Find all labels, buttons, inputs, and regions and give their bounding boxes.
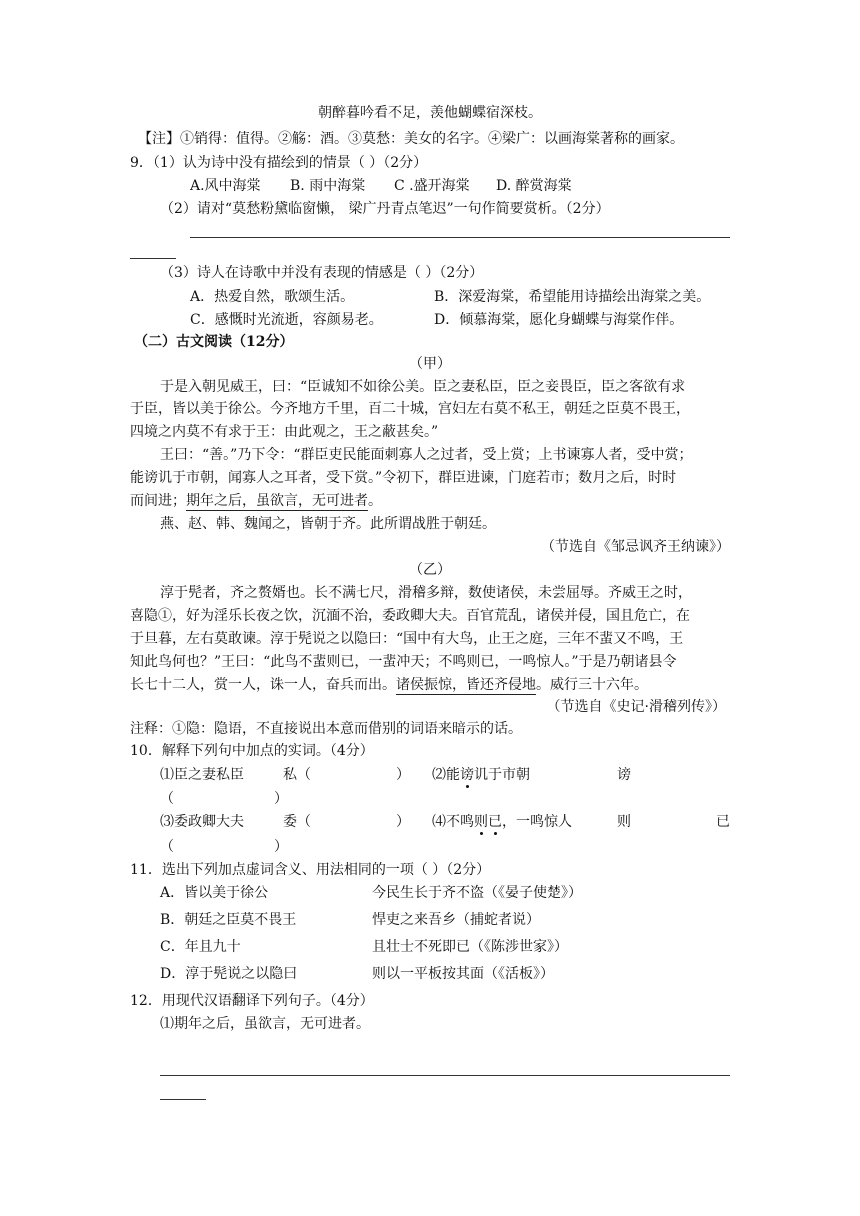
passage-a-line: 四境之内莫不有求于王：由此观之，王之蔽甚矣。” (130, 424, 439, 440)
annotation: 注释：①隐：隐语，不直接说出本意而借别的词语来暗示的话。 (130, 721, 522, 737)
q9-part3-option-b: B．深爱海棠，希望能用诗描绘出海棠之美。 (434, 289, 711, 305)
q9-part2: （2）请对“莫愁粉黛临窗懒， 梁广丹青点笔迟”一句作简要赏析。（2分） (160, 201, 610, 217)
q11-option-c-left: C．年且九十 (160, 939, 241, 955)
q11-option-b-left: B．朝廷之臣莫不畏王 (160, 912, 297, 928)
passage-b-line: 淳于髡者，齐之赘婿也。长不满七尺，滑稽多辩，数使诸侯，未尝屈辱。齐威王之时， (160, 585, 692, 601)
q12-title: 12．用现代汉语翻译下列句子。（4分） (130, 993, 374, 1009)
passage-b-text: 长七十二人，赏一人，诛一人，奋兵而出。 (130, 677, 396, 693)
q9-part3-option-c: C．感慨时光流逝，容颜易老。 (190, 312, 383, 328)
q9-part3-option-a: A．热爱自然，歌颂生活。 (190, 289, 355, 305)
q9-option-c: C .盛开海棠 (394, 178, 470, 194)
q10-item3-word: 委（ (283, 814, 311, 830)
q10-item4-open: （ (160, 839, 174, 855)
passage-b-label: （乙） (409, 562, 451, 578)
q10-item1: ⑴臣之妻私臣 (160, 767, 244, 783)
q9-part3-option-d: D．倾慕海棠，愿化身蝴蝶与海棠作伴。 (434, 312, 684, 328)
q11-title: 11．选出下列加点虚词含义、用法相同的一项（ ）（2分） (130, 862, 491, 878)
q12-item1: ⑴期年之后，虽欲言，无可进者。 (160, 1016, 370, 1032)
dotted-char: 谤 (460, 767, 474, 783)
q11-option-a-left: A．皆以美于徐公 (160, 885, 269, 901)
passage-b-source: （节选自《史记·滑稽列传》） (546, 699, 726, 715)
q10-item4-word2: 已 (716, 814, 730, 830)
underlined-sentence: 诸侯振惊，皆还齐侵地 (396, 677, 536, 693)
dotted-char: 则 (474, 814, 488, 830)
q10-item3: ⑶委政卿大夫 (160, 814, 244, 830)
q10-item2-word: 谤 (617, 767, 631, 783)
passage-b-line: 于旦暮，左右莫敢谏。淳于髡说之以隐曰：“国中有大鸟，止王之庭，三年不蜚又不鸣，王 (130, 631, 684, 647)
section-title: （二）古文阅读（12分） (134, 334, 294, 350)
q10-item4-word1: 则 (617, 814, 631, 830)
q11-option-b-right: 悍吏之来吾乡（捕蛇者说） (372, 912, 540, 928)
q10-item1-close: ） (396, 767, 410, 783)
passage-a-text: 而间进； (130, 493, 186, 509)
q9-option-d: D. 醉赏海棠 (496, 178, 572, 194)
q10-item1-word: 私（ (283, 767, 311, 783)
q11-option-d-left: D．淳于髡说之以隐曰 (160, 966, 298, 982)
answer-line (190, 237, 730, 238)
q9-part1: 9．（1）认为诗中没有描绘到的情景（ ）（2分） (130, 155, 428, 171)
passage-b-text: 。威行三十六年。 (536, 677, 648, 693)
passage-a-text: 。 (368, 493, 382, 509)
poem-last-line: 朝醉暮吟看不足，羡他蝴蝶宿深枝。 (318, 105, 542, 121)
underlined-sentence: 期年之后，虽欲言，无可进者 (186, 493, 368, 509)
q10-item4-close: ） (274, 839, 288, 855)
answer-line-short (160, 1099, 206, 1100)
q11-option-c-right: 且壮士不死即已（《陈涉世家》） (372, 939, 568, 955)
answer-line-short (130, 258, 176, 259)
passage-a-line: 王曰：“善。”乃下令：“群臣吏民能面刺寡人之过者，受上赏；上书谏寡人者，受中赏； (160, 447, 693, 463)
q10-title: 10．解释下列句中加点的实词。（4分） (130, 743, 374, 759)
q10-item2-close: ） (274, 791, 288, 807)
passage-a-source: （节选自《邹忌讽齐王纳谏》） (541, 539, 730, 555)
q9-option-a: A.风中海棠 (190, 178, 261, 194)
q10-item2-open: （ (160, 791, 174, 807)
passage-b-line: 喜隐①，好为淫乐长夜之饮，沉湎不治，委政卿大夫。百官荒乱，诸侯并侵，国且危亡，在 (130, 608, 690, 624)
passage-b-line-with-underline (130, 676, 648, 694)
q10-item3-close: ） (396, 814, 410, 830)
answer-line (160, 1075, 730, 1076)
dotted-char: 已 (488, 814, 502, 830)
poem-note: 【注】①销得：值得。②觞：酒。③莫愁：美女的名字。④梁广：以画海棠著称的画家。 (138, 131, 684, 147)
passage-a-line: 于是入朝见威王，曰：“臣诚知不如徐公美。臣之妻私臣，臣之妾畏臣，臣之客欲有求 (160, 379, 686, 395)
q9-option-b: B. 雨中海棠 (290, 178, 366, 194)
passage-a-label: （甲） (409, 356, 451, 372)
passage-a-line: 能谤讥于市朝，闻寡人之耳者，受下赏。”令初下，群臣进谏，门庭若市；数月之后，时时 (130, 470, 677, 486)
q10-item4: ⑷不鸣则已，一鸣惊人 (432, 814, 572, 830)
q11-option-d-right: 则以一平板按其面（《活板》） (372, 966, 554, 982)
passage-a-line: 燕、赵、韩、魏闻之，皆朝于齐。此所谓战胜于朝廷。 (160, 516, 496, 532)
passage-b-line: 知此鸟何也？”王曰：“此鸟不蜚则已，一蜚冲天；不鸣则已，一鸣惊人。”于是乃朝诸县令 (130, 654, 677, 670)
q10-item2: ⑵能谤讥于市朝 (432, 767, 530, 783)
q11-option-a-right: 今民生长于齐不盗（《晏子使楚》） (372, 885, 582, 901)
passage-a-line: 于臣，皆以美于徐公。今齐地方千里，百二十城，宫妇左右莫不私王，朝廷之臣莫不畏王， (130, 401, 690, 417)
passage-a-line-with-underline (130, 492, 382, 510)
q9-part3: （3）诗人在诗歌中并没有表现的情感是（ ）（2分） (160, 265, 484, 281)
